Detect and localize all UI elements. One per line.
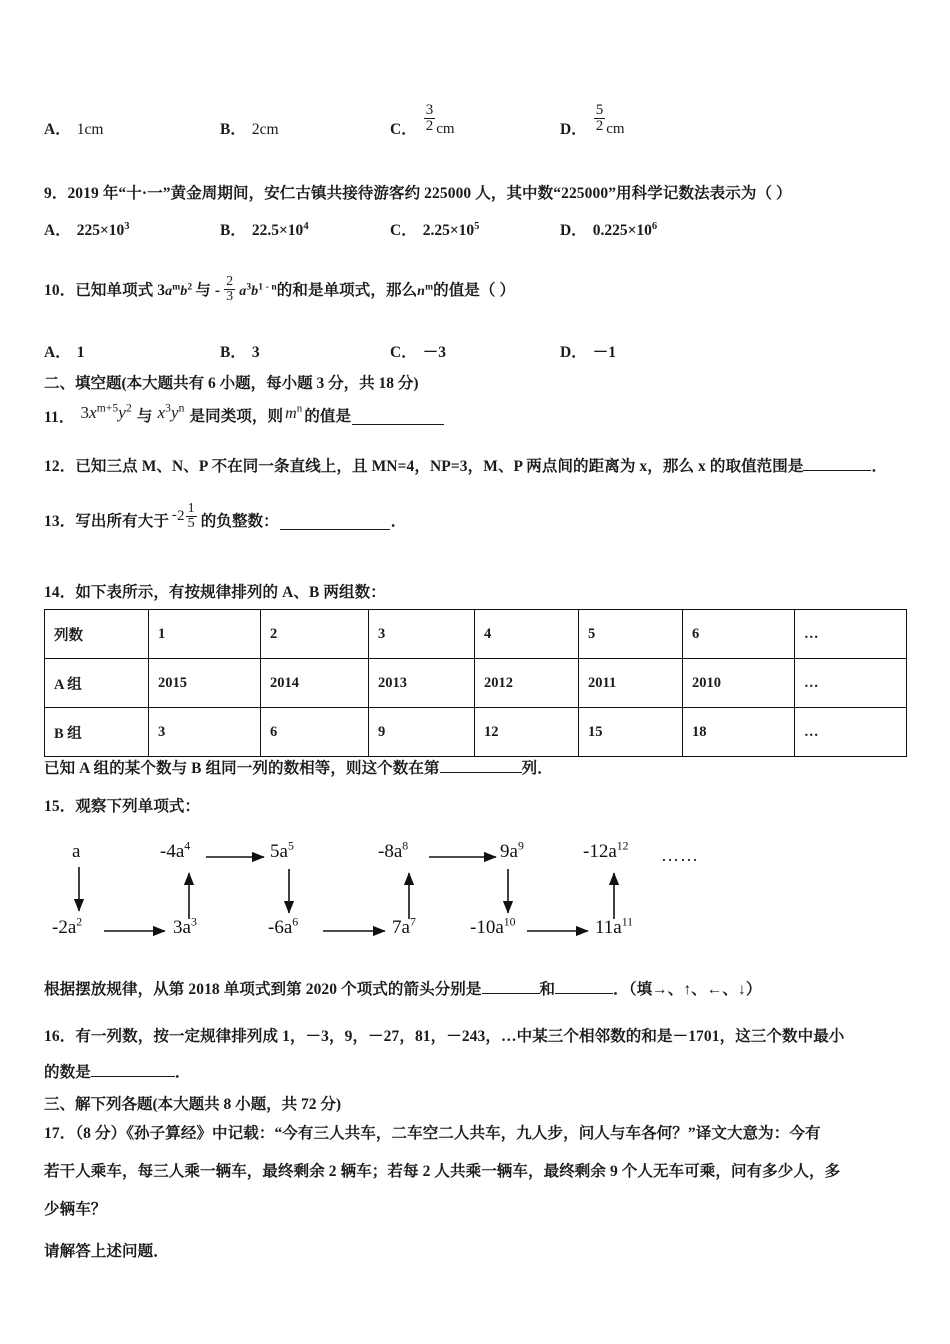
- question-17: [44, 1122, 934, 1146]
- question-13-text-start: 写出所有大于: [75, 513, 169, 531]
- followup-text-end: ．（填→、↑、←、↓）: [613, 981, 762, 998]
- table-cell: 3: [149, 708, 261, 757]
- arrow-lines: [0, 835, 950, 965]
- question-15-followup: [44, 978, 924, 1002]
- monomial-term-4: $-4a^4$: [160, 839, 191, 862]
- q9-options-row: [44, 218, 906, 240]
- question-13-number: 13．: [44, 513, 76, 531]
- option-b-label: B．: [220, 121, 246, 138]
- mixed-fraction: [186, 502, 197, 531]
- monomial-term-11: $11a^{11}$: [595, 915, 634, 938]
- question-17-line-4: [44, 1240, 924, 1264]
- q9-option-b[interactable]: [220, 218, 390, 240]
- option-c-label: C．: [390, 121, 417, 138]
- table-cell: 2012: [475, 659, 579, 708]
- table-cell: …: [795, 659, 907, 708]
- q10-option-b[interactable]: [220, 340, 390, 362]
- question-16-answer-blank[interactable]: [91, 1062, 175, 1077]
- table-cell: 2013: [369, 659, 475, 708]
- option-a-value: $225\times 10^3$: [76, 220, 130, 239]
- question-16-trailing: ．: [174, 1064, 191, 1081]
- question-11-expr-1: $3x^{m+5}y^2$: [80, 401, 132, 422]
- question-11-connector: 与: [136, 408, 153, 426]
- option-c-value: －3: [422, 344, 446, 361]
- table-cell: 6: [261, 708, 369, 757]
- table-cell: 2010: [683, 659, 795, 708]
- option-d[interactable]: [560, 102, 625, 139]
- q10-option-d[interactable]: [560, 340, 616, 362]
- monomial-term-10: $-10a^{10}$: [470, 915, 516, 938]
- question-10-term-2: $a^3b^{1 - n}$: [239, 282, 277, 299]
- option-d-value: $0.225\times 10^6$: [592, 220, 658, 239]
- question-15-text: 观察下列单项式：: [75, 798, 201, 815]
- question-14-answer-blank[interactable]: [440, 758, 522, 773]
- option-b[interactable]: [220, 108, 390, 139]
- option-d-label: D．: [560, 121, 587, 138]
- question-17-line-1: （8 分）《孙子算经》中记载：“今有三人共车，二车空二人共车，九人步，问人与车各何？”译文大意为：今有: [75, 1125, 821, 1142]
- monomial-term-5: $5a^5$: [270, 839, 294, 862]
- fraction-denominator: 3: [226, 289, 234, 304]
- q10-option-c[interactable]: [390, 340, 560, 362]
- fraction-denominator: 2: [595, 118, 604, 134]
- monomial-term-7: $7a^7$: [392, 915, 416, 938]
- question-14-text: 如下表所示，有按规律排列的 A、B 两组数：: [75, 584, 386, 601]
- question-12-text: 已知三点 M、N、P 不在同一条直线上，且 MN=4，NP=3，M、P 两点间的距离为 x，那么 x 的取值范围是: [75, 458, 804, 475]
- question-11-text-end: 的值是: [304, 408, 352, 426]
- question-16: [44, 1025, 934, 1049]
- option-b-label: B．: [220, 222, 246, 239]
- question-11-expr-2: $x^3y^n$: [157, 401, 185, 422]
- table-cell: 2: [261, 610, 369, 659]
- monomial-term-3: $3a^3$: [173, 915, 197, 938]
- mixed-sign: -: [171, 507, 178, 523]
- question-14: [44, 581, 924, 605]
- option-a-value: 1cm: [76, 121, 104, 138]
- question-13: [44, 501, 950, 537]
- question-9-text: 2019 年“十·一”黄金周期间，安仁古镇共接待游客约 225000 人，其中数“225000”用科学记数法表示为（ ）: [67, 185, 792, 202]
- table-cell: 2011: [579, 659, 683, 708]
- table-cell: 2014: [261, 659, 369, 708]
- question-14-followup: [44, 757, 924, 781]
- question-10-text-1: 已知单项式 3: [75, 282, 166, 300]
- table-cell: 2015: [149, 659, 261, 708]
- fraction-numerator: 3: [425, 102, 434, 118]
- option-c-fraction: [424, 103, 436, 134]
- row-header: A 组: [45, 659, 149, 708]
- q9-option-a[interactable]: [44, 218, 220, 240]
- question-12-number: 12．: [44, 458, 76, 475]
- fraction-numerator: 2: [226, 274, 234, 289]
- option-a-label: A．: [44, 121, 71, 138]
- followup-text-start: 已知 A 组的某个数与 B 组同一列的数相等，则这个数在第: [44, 760, 440, 777]
- option-d-label: D．: [560, 344, 587, 361]
- option-c-unit: cm: [436, 121, 455, 137]
- monomial-arrow-diagram: [0, 835, 950, 965]
- question-13-trailing: ．: [390, 513, 407, 531]
- question-10-text-3: 的和是单项式，那么: [276, 282, 418, 300]
- question-11: [44, 401, 950, 430]
- question-11-result: $m^n$: [285, 402, 303, 422]
- q10-options-row: [44, 340, 906, 362]
- question-10-result: $n^m$: [417, 282, 434, 299]
- monomial-term-1: a: [72, 841, 81, 862]
- question-17-line-2-text: 若干人乘车，每三人乘一辆车，最终剩余 2 辆车；若每 2 人共乘一辆车，最终剩余 9 个人无车可乘，问有多少人，多: [44, 1163, 841, 1180]
- option-b-label: B．: [220, 344, 246, 361]
- question-10-number: 10．: [44, 282, 76, 300]
- q9-option-c[interactable]: [390, 218, 560, 240]
- question-16-text-line-2: 的数是: [44, 1064, 91, 1081]
- section-3-heading: 三、解下列各题(本大题共 8 小题，共 72 分): [44, 1096, 342, 1113]
- monomial-term-2: $-2a^2$: [52, 915, 83, 938]
- fraction-denominator: 5: [187, 516, 195, 531]
- question-9: [44, 182, 924, 206]
- monomial-term-9: $9a^9$: [500, 839, 524, 862]
- option-a-label: A．: [44, 222, 71, 239]
- option-d-fraction: [594, 103, 606, 134]
- fraction-numerator: 5: [595, 102, 604, 118]
- q15-answer-blank-1[interactable]: [482, 979, 540, 994]
- section-2-heading: 二、填空题(本大题共有 6 小题，每小题 3 分，共 18 分): [44, 375, 419, 392]
- pattern-table: [44, 609, 907, 757]
- question-12-answer-blank[interactable]: [803, 456, 871, 471]
- option-d-unit: cm: [606, 121, 625, 137]
- question-16-line-2: [44, 1061, 924, 1085]
- question-10-text-2: 与 -: [195, 282, 221, 300]
- option-b-value: 2cm: [251, 121, 279, 138]
- table-cell: 5: [579, 610, 683, 659]
- option-c[interactable]: [390, 102, 560, 139]
- option-b-value: $22.5\times 10^4$: [251, 220, 309, 239]
- question-11-number: 11．: [44, 409, 75, 427]
- table-row: [45, 610, 907, 659]
- question-9-number: 9．: [44, 185, 68, 202]
- option-b-value: 3: [251, 344, 260, 361]
- mixed-integer: 2: [177, 507, 185, 524]
- monomial-term-6: $-6a^6$: [268, 915, 299, 938]
- question-14-number: 14．: [44, 584, 76, 601]
- question-17-line-4-text: 请解答上述问题．: [44, 1243, 169, 1260]
- table-cell: 1: [149, 610, 261, 659]
- fraction-numerator: 1: [187, 501, 195, 516]
- question-16-number: 16．: [44, 1028, 76, 1045]
- followup-text-start: 根据摆放规律，从第 2018 单项式到第 2020 个项式的箭头分别是: [44, 981, 482, 998]
- table-cell: …: [795, 708, 907, 757]
- row-header: B 组: [45, 708, 149, 757]
- question-17-line-2: [44, 1160, 934, 1184]
- option-c-label: C．: [390, 222, 417, 239]
- followup-text-mid: 和: [539, 981, 556, 998]
- table-cell: 9: [369, 708, 475, 757]
- table-row: [45, 708, 907, 757]
- option-a[interactable]: [44, 108, 220, 139]
- table-cell: 12: [475, 708, 579, 757]
- option-c-value: $2.25\times 10^5$: [422, 220, 480, 239]
- question-11-text-mid: 是同类项，则: [189, 408, 284, 426]
- question-17-line-3: [44, 1198, 924, 1222]
- q9-option-d[interactable]: [560, 218, 657, 240]
- diagram-ellipsis: ……: [661, 845, 699, 865]
- q8-options-row: [44, 102, 906, 139]
- question-13-text-end: 的负整数：: [200, 513, 279, 531]
- followup-text-end: 列．: [521, 760, 553, 777]
- question-10-term-1: $a^mb^2$: [165, 282, 193, 299]
- q10-option-a[interactable]: [44, 340, 220, 362]
- question-13-mixed-number: [172, 502, 198, 531]
- table-cell: 15: [579, 708, 683, 757]
- question-17-line-3-text: 少辆车？: [44, 1201, 107, 1218]
- table-cell: 6: [683, 610, 795, 659]
- question-11-answer-blank[interactable]: [352, 409, 444, 425]
- option-a-label: A．: [44, 344, 71, 361]
- question-17-number: 17．: [44, 1125, 76, 1142]
- question-15-number: 15．: [44, 798, 76, 815]
- table-cell: 3: [369, 610, 475, 659]
- option-d-label: D．: [560, 222, 587, 239]
- table-cell: 18: [683, 708, 795, 757]
- question-10-fraction: [224, 275, 235, 304]
- question-12-trailing: ．: [871, 458, 888, 475]
- table-row: [45, 659, 907, 708]
- option-d-value: －1: [592, 344, 616, 361]
- question-12: [44, 455, 934, 479]
- option-a-value: 1: [76, 344, 85, 361]
- monomial-term-8: $-8a^8$: [378, 839, 409, 862]
- fraction-denominator: 2: [425, 118, 434, 134]
- row-header: 列数: [45, 610, 149, 659]
- question-10: [44, 274, 924, 306]
- q15-answer-blank-2[interactable]: [555, 979, 613, 994]
- question-15: [44, 795, 924, 819]
- question-13-answer-blank[interactable]: [280, 515, 390, 530]
- table-cell: …: [795, 610, 907, 659]
- question-16-text-line-1: 有一列数，按一定规律排列成 1，－3，9，－27，81，－243，…中某三个相邻数的和是－1701，这三个数中最小: [75, 1028, 845, 1045]
- monomial-term-12: $-12a^{12}$: [583, 839, 629, 862]
- table-cell: 4: [475, 610, 579, 659]
- option-c-label: C．: [390, 344, 417, 361]
- question-10-text-4: 的值是（ ）: [433, 282, 516, 300]
